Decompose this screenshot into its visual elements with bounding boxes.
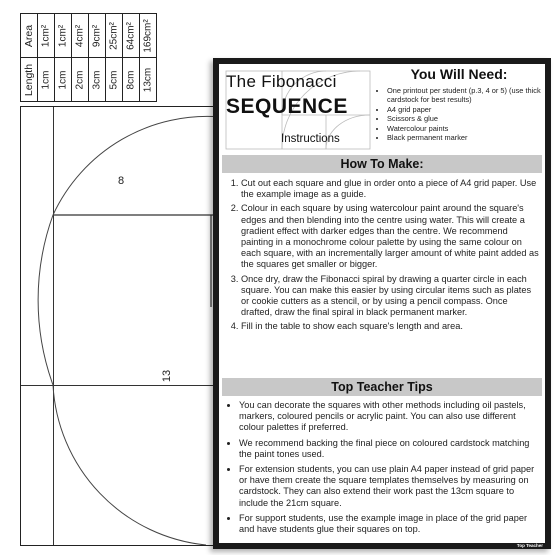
table-cell: 64cm² <box>123 14 140 58</box>
table-cell: 2cm <box>72 58 89 102</box>
instructions-card <box>213 58 551 549</box>
table-header-area: Area <box>21 14 38 58</box>
title-line-1: The Fibonacci <box>226 72 337 91</box>
table-cell: 1cm <box>55 58 72 102</box>
list-item: • You can decorate the squares with other methods including oil pastels, markers, coloured pencils or acrylic paint. You can also use different colour palettes if preferred. <box>239 400 539 434</box>
table-cell: 4cm² <box>72 14 89 58</box>
how-to-heading: How To Make: <box>222 155 542 173</box>
table-cell: 9cm² <box>89 14 106 58</box>
table-cell: 8cm <box>123 58 140 102</box>
table-cell: 169cm² <box>140 14 157 58</box>
instructions-card-inner <box>219 64 545 543</box>
materials-list <box>375 86 543 142</box>
table-cell: 13cm <box>140 58 157 102</box>
list-item: 3. Once dry, draw the Fibonacci spiral by drawing a quarter circle in each square. You can make this easier by using circular items such as plates or cookie cutters as a stencil, or by using a pencil compass. Once drafted, draw the final spiral in black permanent marker. <box>241 274 539 319</box>
table-cell: 1cm <box>38 58 55 102</box>
length-row <box>21 58 157 102</box>
table-cell: 1cm² <box>38 14 55 58</box>
list-item: • We recommend backing the final piece on coloured cardstock matching the paint tones used. <box>239 438 539 460</box>
tips-list <box>227 400 539 539</box>
list-item: 4. Fill in the table to show each square's length and area. <box>241 321 539 332</box>
tips-heading: Top Teacher Tips <box>222 378 542 396</box>
materials-section <box>375 66 543 142</box>
length-area-table <box>20 13 157 102</box>
square-label-13: 13 <box>161 369 174 383</box>
square-label-8: 8 <box>118 175 125 187</box>
list-item: • One printout per student (p.3, 4 or 5) (use thick cardstock for best results) <box>387 86 543 105</box>
list-item: • For extension students, you can use plain A4 paper instead of grid paper or have them create the square templates themselves by measuring on cardstock. They can also extend their work past the 13cm square to include the 21cm square. <box>239 464 539 509</box>
list-item: • A4 grid paper <box>387 105 543 114</box>
list-item: 2. Colour in each square by using watercolour paint around the square's edges and then blending into the centre using water. This will create a gradient effect with darker edges than the centre. We recommend painting in a monochrome colour palette by using the same colour on each square, with an incrementally larger amount of white paint added as the squares get smaller or bigger. <box>241 203 539 270</box>
list-item: • For support students, use the example image in place of the grid paper and have students glue their squares on top. <box>239 513 539 535</box>
list-item: • Scissors & glue <box>387 114 543 123</box>
table-cell: 3cm <box>89 58 106 102</box>
list-item: 1. Cut out each square and glue in order onto a piece of A4 grid paper. Use the example image as a guide. <box>241 178 539 200</box>
brand-logo: Top Teacher <box>516 543 543 548</box>
title-line-3: Instructions <box>281 133 340 145</box>
steps-list <box>227 178 539 336</box>
table-cell: 1cm² <box>55 14 72 58</box>
table-cell: 25cm² <box>106 14 123 58</box>
table-cell: 5cm <box>106 58 123 102</box>
materials-heading: You Will Need: <box>410 66 508 82</box>
list-item: • Black permanent marker <box>387 133 543 142</box>
list-item: • Watercolour paints <box>387 124 543 133</box>
area-row <box>21 14 157 58</box>
title-line-2: SEQUENCE <box>226 95 348 118</box>
title-block <box>222 67 372 151</box>
table-header-length: Length <box>21 58 38 102</box>
